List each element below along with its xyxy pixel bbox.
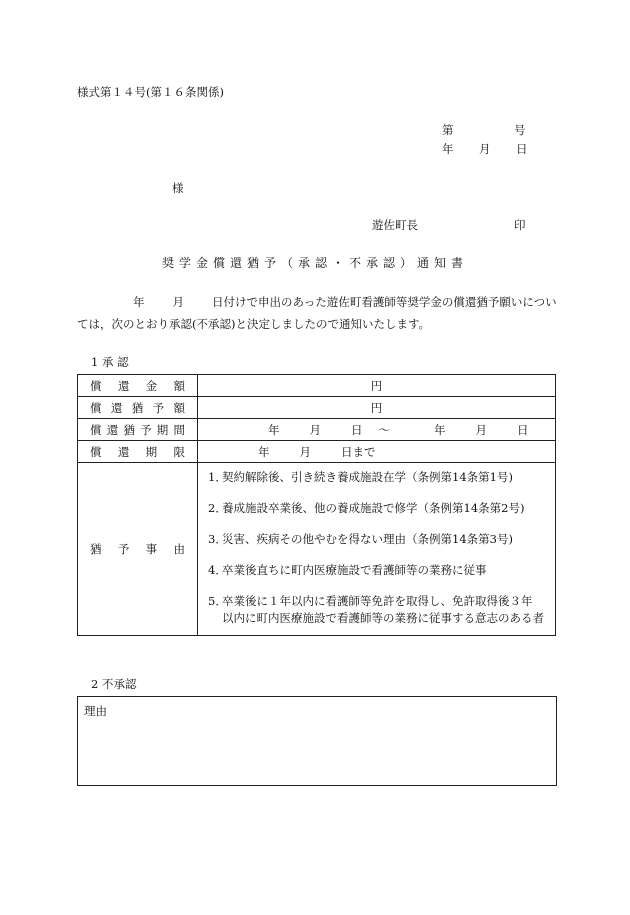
rejection-reason-label: 理由 — [84, 704, 107, 718]
section-approval-title: 1 承 認 — [91, 355, 129, 369]
reason-text: 卒業後に１年以内に看護師等免許を取得し、免許取得後３年 — [222, 594, 533, 608]
seal-mark: 印 — [514, 218, 526, 232]
deferral-period-label: 償還猶予期間 — [78, 419, 198, 441]
issue-date-month: 月 — [479, 142, 491, 156]
section-rejection-title: 2 不承認 — [91, 677, 137, 691]
table-row — [78, 419, 556, 441]
issue-date-day: 日 — [516, 142, 528, 156]
deadline-year: 年 — [258, 444, 270, 459]
reason-text: 養成施設卒業後、他の養成施設で修学（条例第14条第2号) — [222, 501, 525, 515]
approval-table — [77, 374, 556, 636]
issue-date — [442, 141, 528, 157]
document-number-suffix: 号 — [514, 123, 526, 137]
rejection-reason-box — [77, 696, 557, 786]
reason-number: 5． — [208, 594, 227, 608]
repayment-amount-unit: 円 — [370, 378, 383, 393]
deadline-month: 月 — [299, 444, 311, 459]
reason-number: 2． — [208, 501, 227, 515]
table-row — [78, 463, 556, 636]
reason-item — [208, 562, 547, 579]
reason-number: 1． — [208, 470, 227, 484]
document-number — [442, 122, 526, 138]
body-text: 日付けで申出のあった遊佐町看護師等奨学金の償還猶予願いについては，次のとおり承認(不承認)と決定しましたので通知いたします。 — [77, 295, 557, 331]
reason-item — [208, 531, 547, 548]
table-row — [78, 375, 556, 397]
reason-text: 災害、疾病その他やむを得ない理由（条例第14条第3号) — [222, 532, 513, 546]
reason-item — [208, 469, 547, 486]
period-start-day: 日 — [351, 422, 363, 437]
deferral-period-value — [198, 419, 556, 441]
reason-number: 4． — [208, 563, 227, 577]
document-number-prefix: 第 — [442, 123, 454, 137]
reason-text-continued: 以内に町内医療施設で看護師等の業務に従事する意志のある者 — [222, 611, 544, 625]
notice-body — [77, 291, 561, 335]
period-end-year: 年 — [434, 422, 446, 437]
period-range-tilde: 〜 — [378, 422, 390, 437]
deferral-reason-label: 猶予事由 — [78, 463, 198, 636]
form-number: 様式第１４号(第１６条関係) — [77, 85, 224, 99]
issuer — [372, 217, 526, 233]
body-month: 月 — [172, 295, 184, 309]
body-year: 年 — [133, 295, 145, 309]
reason-text: 卒業後直ちに町内医療施設で看護師等の業務に従事 — [222, 563, 487, 577]
deferral-amount-value — [198, 397, 556, 419]
deadline-day-until: 日まで — [341, 444, 376, 459]
addressee: 様 — [172, 181, 184, 195]
deferral-reason-list — [198, 463, 556, 636]
repayment-deadline-label: 償還期限 — [78, 441, 198, 463]
reason-item — [208, 500, 547, 517]
reason-number: 3． — [208, 532, 227, 546]
repayment-amount-value — [198, 375, 556, 397]
reason-item — [208, 593, 547, 627]
deferral-amount-unit: 円 — [370, 400, 383, 415]
issuer-name: 遊佐町長 — [372, 218, 418, 232]
table-row — [78, 397, 556, 419]
period-end-day: 日 — [517, 422, 529, 437]
period-end-month: 月 — [475, 422, 487, 437]
repayment-deadline-value — [198, 441, 556, 463]
deferral-amount-label: 償還猶予額 — [78, 397, 198, 419]
period-start-year: 年 — [268, 422, 280, 437]
period-start-month: 月 — [309, 422, 321, 437]
repayment-amount-label: 償還金額 — [78, 375, 198, 397]
document-title: 奨学金償還猶予（承認・不承認）通知書 — [161, 256, 468, 270]
table-row — [78, 441, 556, 463]
issue-date-year: 年 — [442, 142, 454, 156]
reason-text: 契約解除後、引き続き養成施設在学（条例第14条第1号) — [222, 470, 513, 484]
